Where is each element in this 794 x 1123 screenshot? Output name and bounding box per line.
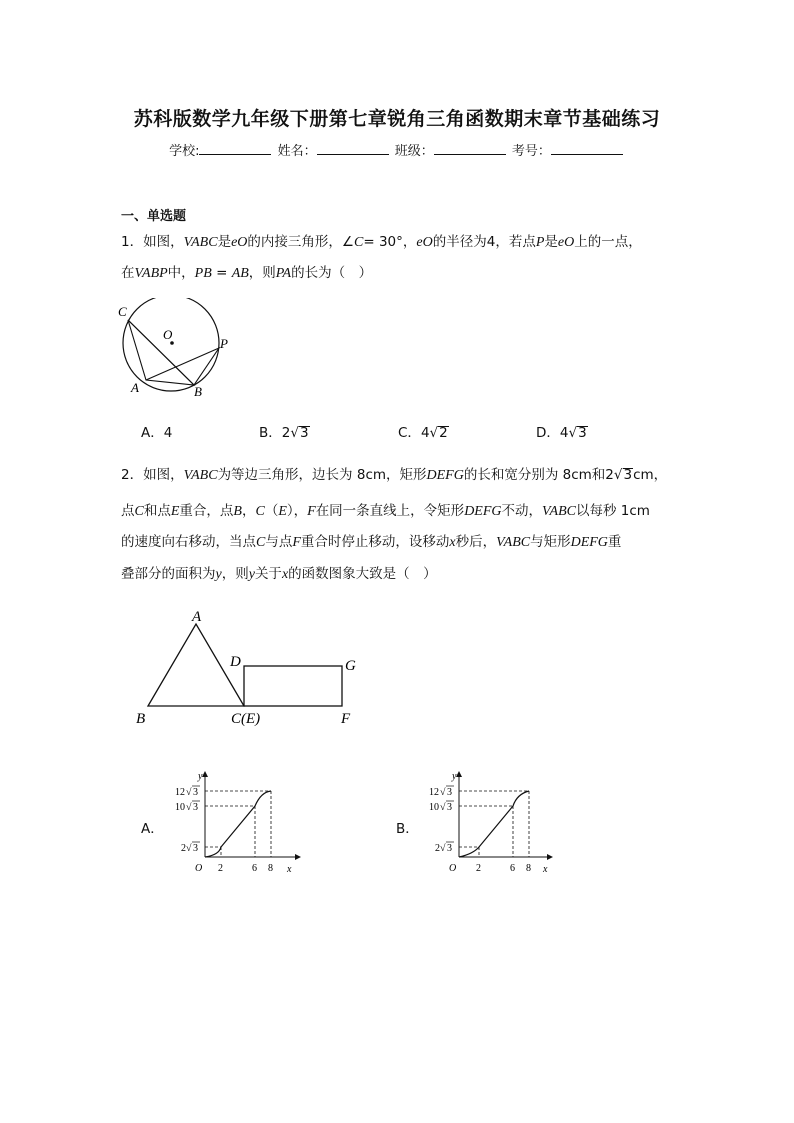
q2-graph-a[interactable] xyxy=(175,770,305,880)
svg-text:O: O xyxy=(195,863,203,874)
q1-option-c[interactable]: C．4√2 xyxy=(398,425,448,441)
svg-text:y: y xyxy=(198,771,203,782)
label-p: P xyxy=(220,336,228,351)
exam-number-label: 考号： xyxy=(511,144,551,159)
x-arrow-icon xyxy=(547,854,553,860)
svg-text:12: 12 xyxy=(175,787,185,798)
q2-option-b[interactable]: B． xyxy=(396,821,419,837)
svg-text:8: 8 xyxy=(268,863,273,874)
svg-text:√: √ xyxy=(186,787,192,798)
x-arrow-icon xyxy=(295,854,301,860)
triangle-abp xyxy=(146,348,219,385)
svg-text:3: 3 xyxy=(447,843,452,854)
page-title: 苏科版数学九年级下册第七章锐角三角函数期末章节基础练习 xyxy=(133,108,661,130)
q1-option-b[interactable]: B．2√3 xyxy=(259,425,309,441)
exam-number-field[interactable] xyxy=(551,142,623,155)
q1-option-a[interactable]: A．4 xyxy=(141,425,173,441)
svg-text:O: O xyxy=(449,863,457,874)
svg-text:y: y xyxy=(452,771,457,782)
svg-text:√: √ xyxy=(186,802,192,813)
q2-line2: 点C和点E重合，点B，C（E），F在同一条直线上，令矩形DEFG不动，VABC以每秒 1cm xyxy=(121,503,650,519)
label-a: A xyxy=(192,609,202,625)
svg-text:8: 8 xyxy=(526,863,531,874)
y-arrow-icon xyxy=(202,771,208,777)
q1-line1: 1．如图，VABC是eO的内接三角形，∠C= 30°，eO的半径为4，若点P是eO上的一点， xyxy=(121,234,642,250)
q2-triangle-rectangle-figure xyxy=(128,606,368,730)
svg-text:3: 3 xyxy=(193,787,198,798)
q1-circle-figure xyxy=(112,298,242,400)
svg-text:√: √ xyxy=(440,787,446,798)
label-g: G xyxy=(345,658,356,674)
school-label: 学校: xyxy=(169,144,200,159)
q2-option-a[interactable]: A． xyxy=(141,821,164,837)
school-field[interactable] xyxy=(199,142,271,155)
svg-text:3: 3 xyxy=(447,802,452,813)
y-arrow-icon xyxy=(456,771,462,777)
svg-text:√: √ xyxy=(440,802,446,813)
label-a: A xyxy=(131,380,139,395)
q2-line4: 叠部分的面积为y，则y关于x的函数图象大致是（ ） xyxy=(121,566,437,582)
svg-text:x: x xyxy=(543,864,548,875)
svg-text:6: 6 xyxy=(510,863,515,874)
label-ce: C(E) xyxy=(231,711,261,727)
label-b: B xyxy=(194,384,202,399)
student-info-line xyxy=(0,140,794,159)
svg-text:10: 10 xyxy=(429,802,439,813)
q1-line2: 在VABP中，PB = AB，则PA的长为（ ） xyxy=(121,265,373,281)
svg-text:2: 2 xyxy=(181,843,186,854)
circumcircle xyxy=(123,298,219,391)
svg-text:10: 10 xyxy=(175,802,185,813)
svg-text:2: 2 xyxy=(218,863,223,874)
label-f: F xyxy=(341,711,351,727)
class-label: 班级： xyxy=(394,144,434,159)
svg-text:3: 3 xyxy=(447,787,452,798)
label-b: B xyxy=(136,711,146,727)
svg-text:6: 6 xyxy=(252,863,257,874)
section-heading: 一、单选题 xyxy=(121,209,187,224)
label-o: O xyxy=(163,327,173,342)
name-field[interactable] xyxy=(317,142,389,155)
label-c: C xyxy=(118,304,127,319)
q1-option-d[interactable]: D．4√3 xyxy=(536,425,587,441)
name-label: 姓名： xyxy=(277,144,317,159)
label-d: D xyxy=(230,654,241,670)
svg-text:√: √ xyxy=(440,843,446,854)
svg-text:2: 2 xyxy=(476,863,481,874)
svg-text:3: 3 xyxy=(193,802,198,813)
q2-line3: 的速度向右移动，当点C与点F重合时停止移动，设移动x秒后，VABC与矩形DEFG重 xyxy=(121,534,622,550)
svg-text:2: 2 xyxy=(435,843,440,854)
q2-line1: 2．如图，VABC为等边三角形，边长为 8cm，矩形DEFG的长和宽分别为 8cm和2√3cm， xyxy=(121,467,668,483)
svg-text:3: 3 xyxy=(193,843,198,854)
svg-text:12: 12 xyxy=(429,787,439,798)
q2-graph-b[interactable] xyxy=(425,770,560,880)
svg-text:√: √ xyxy=(186,843,192,854)
class-field[interactable] xyxy=(434,142,506,155)
rectangle-defg xyxy=(244,666,342,706)
graph-a-curve xyxy=(205,791,271,857)
svg-text:x: x xyxy=(287,864,292,875)
